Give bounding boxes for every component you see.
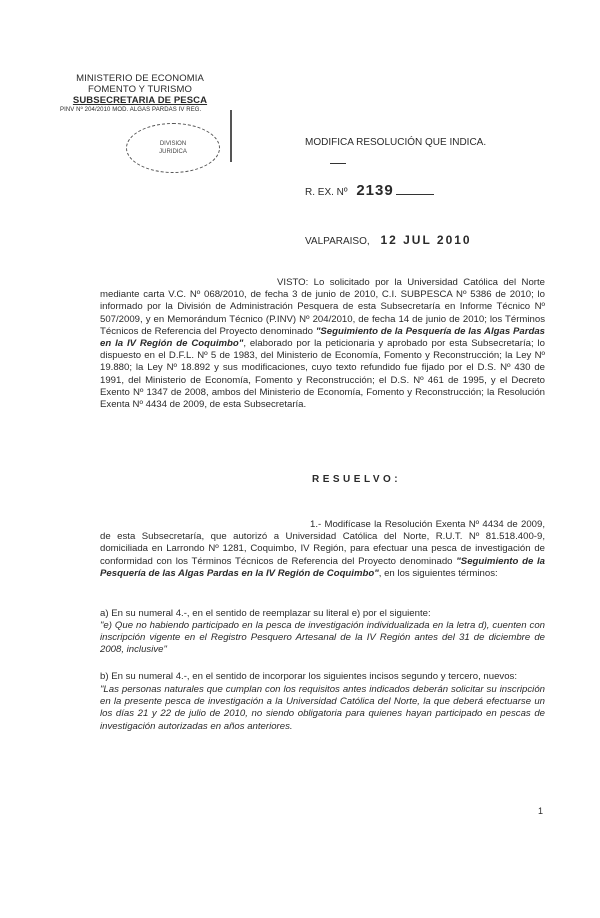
resolution-number-line bbox=[305, 182, 434, 199]
rex-underline bbox=[396, 194, 434, 195]
subject-dash bbox=[330, 163, 346, 164]
project-ref-line: PINV Nº 204/2010 MOD. ALGAS PARDAS IV REG. bbox=[60, 107, 202, 113]
stamp-mark-line bbox=[230, 110, 232, 162]
item-a-quote: "e) Que no habiendo participado en la pesca de investigación individualizada en la letra d), cuenten con inscripción vigente en el Registro Pesquero Artesanal de la IV Región antes del 31 de diciembre de 2008, inclusive" bbox=[100, 620, 545, 656]
division-stamp bbox=[126, 123, 220, 173]
item-1-project-title: "Seguimiento de la Pesquería de las Algas Pardas en la IV Región de Coquimbo" bbox=[100, 555, 545, 579]
subject-line: MODIFICA RESOLUCIÓN QUE INDICA. bbox=[305, 137, 487, 148]
stamp-line-1: DIVISION bbox=[159, 141, 187, 147]
visto-paragraph bbox=[100, 277, 545, 411]
place-date-line bbox=[305, 233, 472, 247]
ministry-line-2: FOMENTO Y TURISMO bbox=[88, 84, 192, 95]
subsecretaria-line: SUBSECRETARIA DE PESCA bbox=[72, 95, 208, 106]
visto-text-a: VISTO: Lo solicitado por la Universidad Católica del Norte mediante carta V.C. Nº 068/2010, de fecha 3 de junio de 2010, C.I. SUBPESCA Nº 5386 de 2010; lo informado por la División de Administración Pesquera de esta Subsecretaría en Informe Técnico Nº 507/2009, y en Memorándum Técnico (P.INV) Nº 204/2010, de fecha 14 de junio de 2010; los Términos Técnicos de Referencia del Proyecto denominado bbox=[100, 277, 545, 337]
item-1-paragraph bbox=[100, 519, 545, 580]
visto-project-title: "Seguimiento de la Pesquería de las Algas Pardas en la IV Región de Coquimbo" bbox=[100, 325, 545, 350]
item-b-intro: b) En su numeral 4.-, en el sentido de incorporar los siguientes incisos segundo y tercero, nuevos: bbox=[100, 671, 518, 682]
item-1-text-b: , en los siguientes términos: bbox=[378, 567, 498, 579]
ministry-line-1: MINISTERIO DE ECONOMIA bbox=[76, 73, 204, 84]
item-b-quote: "Las personas naturales que cumplan con los requisitos antes indicados deberán solicitar su inscripción en la presente pesca de investigación a la Universidad Católica del Norte, la que deberá efectuarse un los días 21 y 22 de julio de 2010, no siendo obligatoria para quienes hayan participado en pescas de investigación autorizadas en años anteriores. bbox=[100, 684, 545, 732]
date-stamp: 12 JUL 2010 bbox=[380, 233, 472, 247]
rex-number: 2139 bbox=[356, 182, 394, 199]
stamp-line-2: JURIDICA bbox=[159, 149, 187, 155]
item-a-intro: a) En su numeral 4.-, en el sentido de reemplazar su literal e) por el siguiente: bbox=[100, 608, 431, 619]
page-number: 1 bbox=[538, 806, 544, 816]
visto-text-b: , elaborado por la peticionaria y aprobado por esta Subsecretaría; lo dispuesto en el D.F.L. Nº 5 de 1983, del Ministerio de Economía, Fomento y Reconstrucción; la Ley Nº 19.880; la Ley Nº 18.892 y sus modificaciones, cuyo texto refundido fue fijado por el D.S. Nº 430 de 1991, del Ministerio de Economía, Fomento y Reconstrucción; el D.S. Nº 461 de 1995, y el Decreto Exento Nº 1347 de 2008, ambos del Ministerio de Economía, Fomento y Reconstrucción; la Resolución Exenta Nº 4434 de 2009, de esta Subsecretaría. bbox=[100, 338, 545, 411]
resuelvo-heading: RESUELVO: bbox=[312, 474, 402, 485]
rex-label: R. EX. Nº bbox=[305, 187, 348, 198]
item-1-text-a: 1.- Modifícase la Resolución Exenta Nº 4434 de 2009, de esta Subsecretaría, que autorizó a Universidad Católica del Norte, R.U.T. Nº 81.518.400-9, domiciliada en Larrondo Nº 1281, Coquimbo, IV Región, para efectuar una pesca de investigación de conformidad con los Términos Técnicos de Referencia del Proyecto denominado bbox=[100, 519, 545, 567]
issuer-header bbox=[60, 73, 220, 114]
place: VALPARAISO, bbox=[305, 236, 370, 247]
